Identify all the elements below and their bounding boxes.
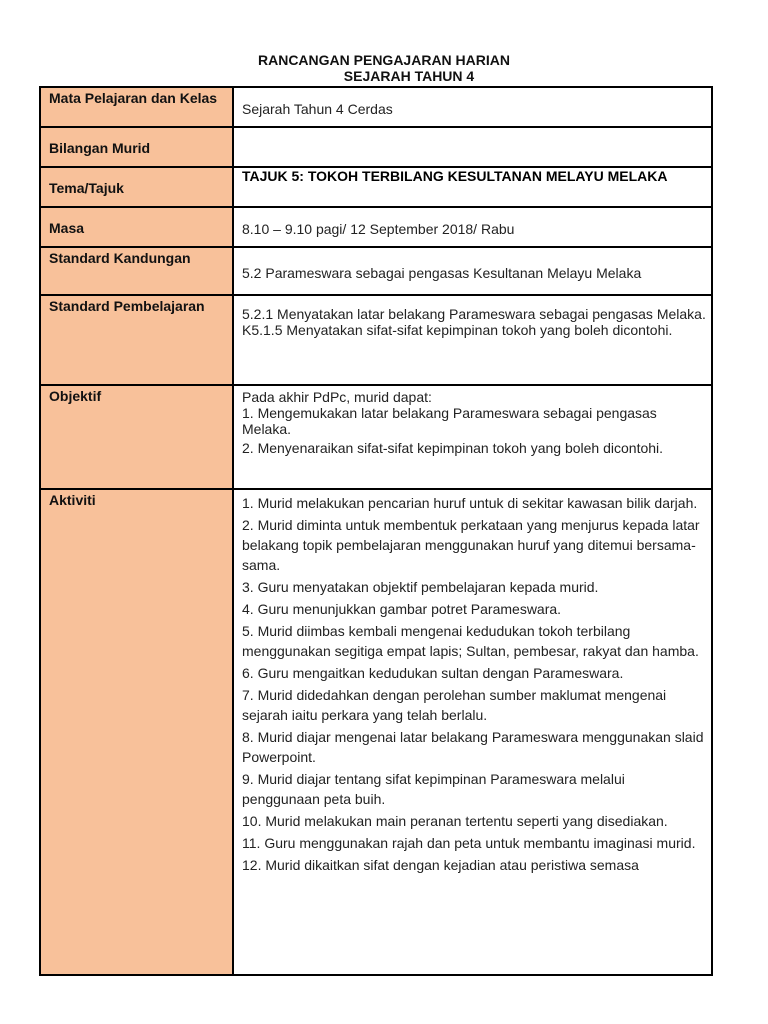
row-bilangan-murid	[40, 127, 712, 167]
document-title: RANCANGAN PENGAJARAN HARIAN	[257, 52, 510, 68]
value-standard-pembelajaran	[233, 295, 712, 385]
aktiviti-item: 1. Murid melakukan pencarian huruf untuk di sekitar kawasan bilik darjah.	[242, 495, 698, 511]
row-aktiviti	[40, 489, 712, 975]
value-masa: 8.10 – 9.10 pagi/ 12 September 2018/ Rabu	[233, 207, 712, 247]
aktiviti-item: 10. Murid melakukan main peranan tertentu seperti yang disediakan.	[242, 813, 668, 829]
objektif-item: 2. Menyenaraikan sifat-sifat kepimpinan tokoh yang boleh dicontohi.	[242, 440, 664, 456]
value-tema: TAJUK 5: TOKOH TERBILANG KESULTANAN MELAYU MELAKA	[233, 167, 712, 207]
aktiviti-item: 3. Guru menyatakan objektif pembelajaran kepada murid.	[242, 579, 599, 595]
row-masa	[40, 207, 712, 247]
aktiviti-item: 2. Murid diminta untuk membentuk perkataan yang menjurus kepada latar belakang topik pembelajaran menggunakan huruf yang ditemui bersama-sama.	[242, 517, 700, 573]
value-standard-kandungan: 5.2 Parameswara sebagai pengasas Kesultanan Melayu Melaka	[233, 247, 712, 295]
aktiviti-item: 8. Murid diajar mengenai latar belakang Parameswara menggunakan slaid Powerpoint.	[242, 729, 704, 765]
row-mata-pelajaran	[40, 87, 712, 127]
label-mata-pelajaran: Mata Pelajaran dan Kelas	[40, 87, 233, 127]
row-tema	[40, 167, 712, 207]
row-standard-kandungan	[40, 247, 712, 295]
label-standard-pembelajaran: Standard Pembelajaran	[40, 295, 233, 385]
label-aktiviti: Aktiviti	[40, 489, 233, 975]
label-bilangan-murid: Bilangan Murid	[40, 127, 233, 167]
aktiviti-item: 6. Guru mengaitkan kedudukan sultan dengan Parameswara.	[242, 665, 624, 681]
aktiviti-item: 5. Murid diimbas kembali mengenai kedudukan tokoh terbilang menggunakan segitiga empat lapis; Sultan, pembesar, rakyat dan hamba.	[242, 623, 699, 659]
document-subtitle: SEJARAH TAHUN 4	[343, 68, 475, 84]
value-objektif	[233, 385, 712, 489]
objektif-intro: Pada akhir PdPc, murid dapat:	[242, 389, 432, 405]
aktiviti-item: 12. Murid dikaitkan sifat dengan kejadian atau peristiwa semasa	[242, 857, 639, 873]
label-objektif: Objektif	[40, 385, 233, 489]
aktiviti-item: 11. Guru menggunakan rajah dan peta untuk membantu imaginasi murid.	[242, 835, 696, 851]
label-tema: Tema/Tajuk	[40, 167, 233, 207]
standard-pembelajaran-item: K5.1.5 Menyatakan sifat-sifat kepimpinan tokoh yang boleh dicontohi.	[242, 322, 673, 338]
value-bilangan-murid	[233, 127, 712, 167]
value-mata-pelajaran: Sejarah Tahun 4 Cerdas	[233, 87, 712, 127]
label-standard-kandungan: Standard Kandungan	[40, 247, 233, 295]
aktiviti-item: 9. Murid diajar tentang sifat kepimpinan Parameswara melalui penggunaan peta buih.	[242, 771, 625, 807]
lesson-plan-table	[39, 86, 713, 976]
label-masa: Masa	[40, 207, 233, 247]
objektif-item: 1. Mengemukakan latar belakang Parameswara sebagai pengasas Melaka.	[242, 405, 657, 437]
value-aktiviti	[233, 489, 712, 975]
row-standard-pembelajaran	[40, 295, 712, 385]
aktiviti-item: 7. Murid didedahkan dengan perolehan sumber maklumat mengenai sejarah iaitu perkara yang telah berlalu.	[242, 687, 667, 723]
row-objektif	[40, 385, 712, 489]
aktiviti-item: 4. Guru menunjukkan gambar potret Parameswara.	[242, 601, 562, 617]
standard-pembelajaran-item: 5.2.1 Menyatakan latar belakang Parameswara sebagai pengasas Melaka.	[242, 306, 706, 322]
